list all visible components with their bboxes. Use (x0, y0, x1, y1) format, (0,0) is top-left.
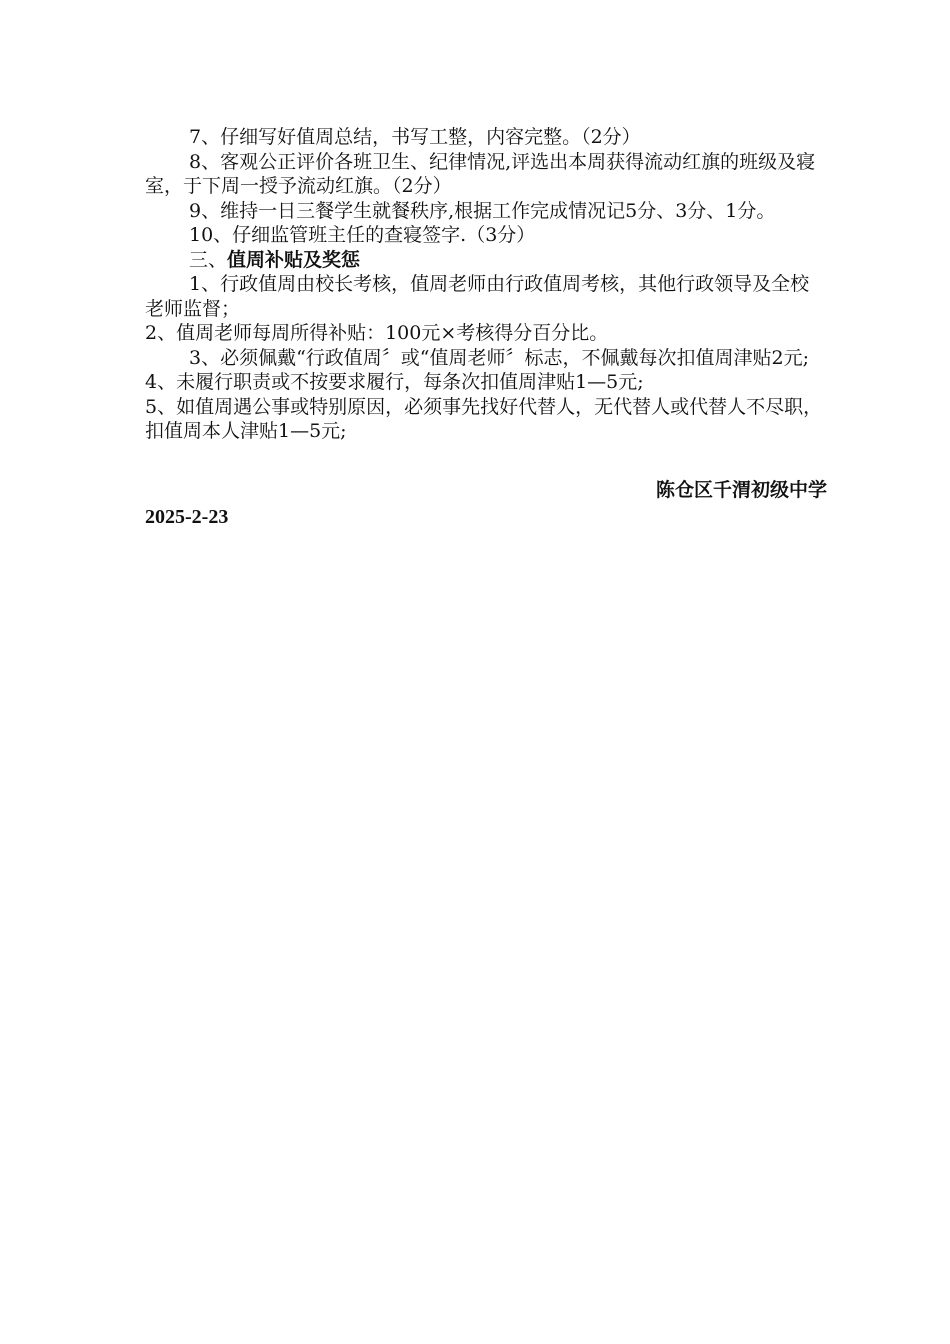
paragraph-9: 9、维持一日三餐学生就餐秩序,根据工作完成情况记5分、3分、1分。 (189, 199, 776, 222)
section-heading-title: 值周补贴及奖惩 (227, 248, 361, 271)
item-5: 5、如值周遇公事或特别原因，必须事先找好代替人，无代替人或代替人不尽职，扣值周本人津贴1—5元; (145, 395, 823, 442)
paragraph-8: 8、客观公正评价各班卫生、纪律情况,评选出本周获得流动红旗的班级及寝室，于下周一授予流动红旗。（2分） (145, 150, 816, 197)
item-4: 4、未履行职责或不按要求履行，每条次扣值周津贴1—5元; (145, 371, 644, 393)
item-1: 1、行政值周由校长考核，值周老师由行政值周考核，其他行政领导及全校老师监督； (145, 273, 810, 320)
paragraph-7: 7、仔细写好值周总结，书写工整，内容完整。（2分） (189, 126, 641, 148)
paragraph-10: 10、仔细监管班主任的查寝签字.（3分） (189, 224, 536, 246)
document-date: 2025-2-23 (145, 506, 229, 528)
item-2: 2、值周老师每周所得补贴：100元×考核得分百分比。 (145, 322, 609, 344)
school-signature: 陈仓区千渭初级中学 (655, 478, 827, 501)
document-body (145, 125, 827, 532)
item-3: 3、必须佩戴“行政值周〞或“值周老师〞标志，不佩戴每次扣值周津贴2元; (189, 346, 810, 369)
section-heading (145, 248, 827, 273)
section-heading-number: 三、 (189, 248, 228, 271)
